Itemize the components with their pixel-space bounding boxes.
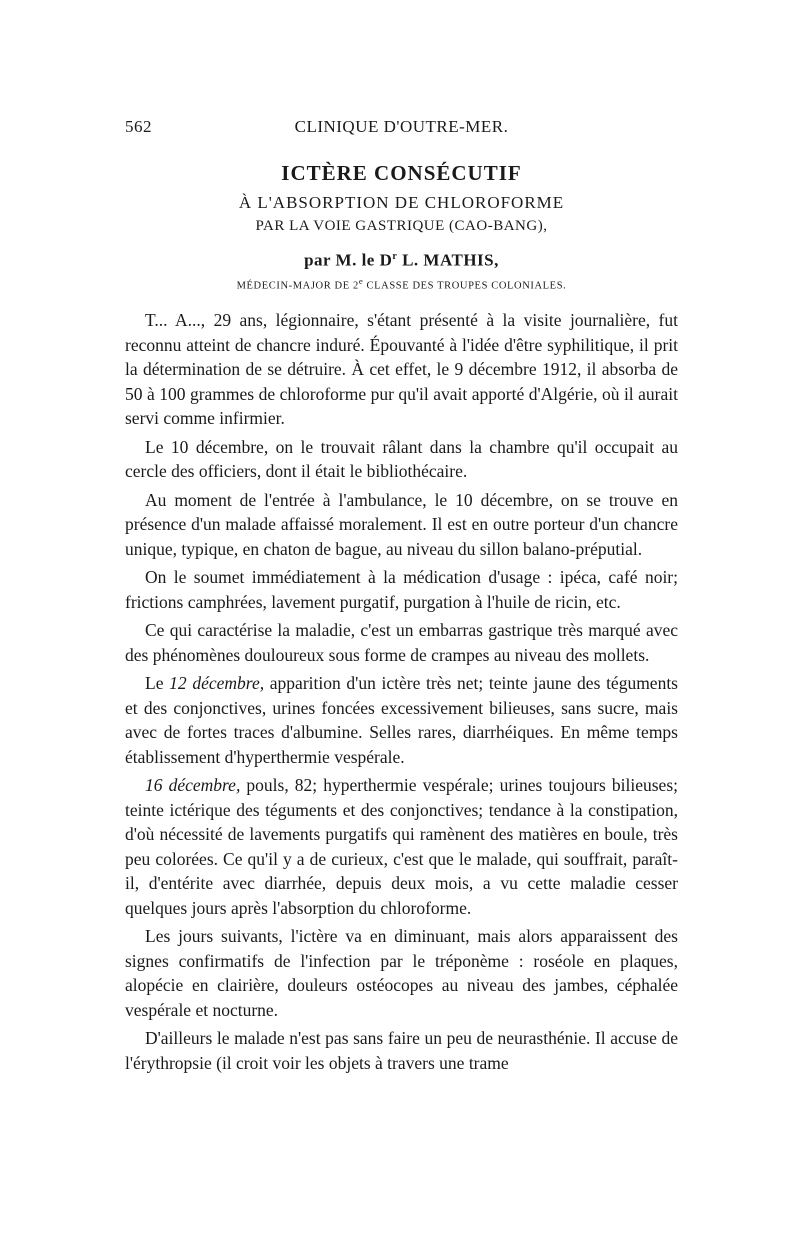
author-byline: par M. le $D^r$ L. MATHIS, bbox=[304, 250, 499, 270]
article-subtitle-location: PAR LA VOIE GASTRIQUE (CAO-BANG), bbox=[255, 218, 548, 234]
paragraph: Au moment de l'entrée à l'ambulance, le 10 décembre, on se trouve en présence d'un malade affaissé moralement. Il est en outre porteur d'un chancre unique, typique, en chaton de bague, au niveau du sillon balano-préputial. bbox=[125, 489, 678, 559]
paragraph: Ce qui caractérise la maladie, c'est un embarras gastrique très marqué avec des phénomènes douloureux sous forme de crampes au niveau des mollets. bbox=[125, 620, 678, 665]
running-title: CLINIQUE D'OUTRE-MER. bbox=[294, 117, 509, 136]
paragraph: T... A..., 29 ans, légionnaire, s'étant présenté à la visite journalière, fut reconnu atteint de chancre induré. Épouvanté à l'idée d'être syphilitique, il prit la détermination de se détruire. À cet effet, le 9 décembre 1912, il absorba de 50 à 100 grammes de chloroforme pur qu'il avait apporté d'Algérie, où il aurait servi comme infirmier. bbox=[125, 310, 678, 428]
article-title: ICTÈRE CONSÉCUTIF bbox=[281, 161, 522, 185]
author-affiliation: MÉDECIN-MAJOR DE 2e CLASSE DES TROUPES COLONIALES. bbox=[236, 275, 567, 292]
paragraph: D'ailleurs le malade n'est pas sans faire un peu de neurasthénie. Il accuse de l'érythropsie (il croit voir les objets à travers une trame bbox=[125, 1028, 678, 1073]
paragraph: On le soumet immédiatement à la médication d'usage : ipéca, café noir; frictions camphrées, lavement purgatif, purgation à l'huile de ricin, etc. bbox=[125, 567, 678, 612]
article-heading bbox=[125, 160, 678, 294]
date-italic: 12 décembre, bbox=[169, 673, 265, 693]
paragraph: Le 12 décembre, apparition d'un ictère très net; teinte jaune des téguments et des conjonctives, urines foncées excessivement bilieuses, sans sucre, mais avec de fortes traces d'albumine. Selles rares, diarrhéiques. En même temps établissement d'hyperthermie vespérale. bbox=[125, 673, 678, 767]
article-subtitle: À L'ABSORPTION DE CHLOROFORME bbox=[238, 193, 565, 212]
date-italic: 16 décembre, bbox=[145, 775, 241, 795]
article-body bbox=[125, 308, 678, 1075]
paragraph: Les jours suivants, l'ictère va en diminuant, mais alors apparaissent des signes confirmatifs de l'infection par le tréponème : roséole en plaques, alopécie en clairière, douleurs ostéocopes au niveau des jambes, céphalée vespérale et nocturne. bbox=[125, 926, 678, 1020]
page-number: 562 bbox=[125, 117, 152, 136]
paragraph: Le 10 décembre, on le trouvait râlant dans la chambre qu'il occupait au cercle des officiers, dont il était le bibliothécaire. bbox=[125, 436, 678, 481]
paragraph: 16 décembre, pouls, 82; hyperthermie vespérale; urines toujours bilieuses; teinte ictérique des téguments et des conjonctives; tendance à la constipation, d'où nécessité de lavements purgatifs qui ramènent des matières en boule, très peu colorées. Ce qu'il y a de curieux, c'est que le malade, qui souffrait, paraît-il, d'entérite avec diarrhée, depuis deux mois, a vu cette maladie cesser quelques jours après l'absorption du chloroforme. bbox=[125, 775, 678, 918]
